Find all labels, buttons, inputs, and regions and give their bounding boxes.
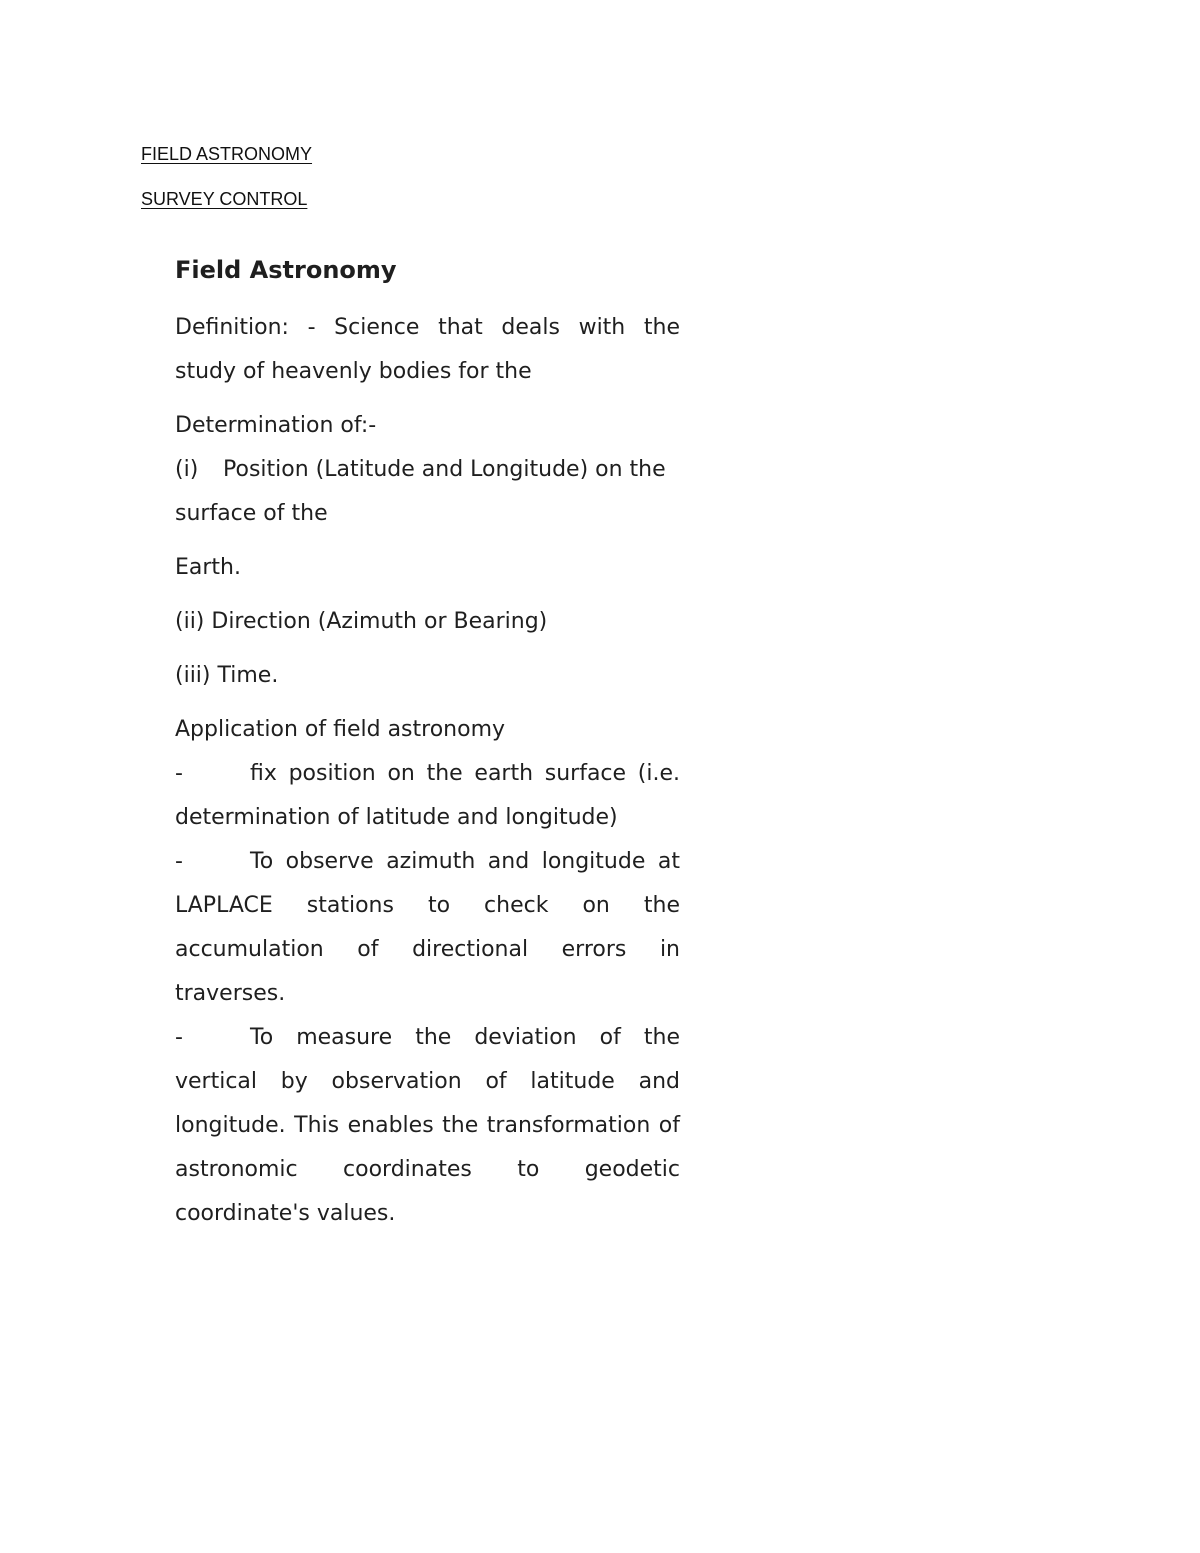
pasted-notes-block [175,252,680,1236]
definition-line-2: study of heavenly bodies for the [175,359,532,384]
determination-intro: Determination of:- [175,413,377,438]
document-heading-field-astronomy: FIELD ASTRONOMY [141,144,313,164]
list-item-number: (i) [175,457,199,482]
application-item-continuation: determination of latitude and longitude) [175,805,618,830]
document-heading-survey-control: SURVEY CONTROL [141,189,308,209]
application-heading: Application of field astronomy [175,717,506,742]
bullet-dash: - [175,761,183,786]
list-item-position [175,448,680,492]
list-item-continuation: surface of the [175,501,328,526]
application-item-continuation: coordinate's values. [175,1201,396,1226]
application-item-continuation: astronomic coordinates to geodetic [175,1157,680,1182]
application-item-text: fix position on the earth surface (i.e. [250,761,680,786]
application-item-2 [175,840,680,884]
list-item-direction: (ii) Direction (Azimuth or Bearing) [175,609,548,634]
list-item-text: Position (Latitude and Longitude) on the [223,457,666,482]
application-item-text: To observe azimuth and longitude at [250,849,680,874]
application-item-text: To measure the deviation of the [250,1025,680,1050]
application-item-continuation: LAPLACE stations to check on the [175,893,680,918]
list-item-time: (iii) Time. [175,663,279,688]
application-item-continuation: accumulation of directional errors in [175,937,680,962]
application-item-continuation: traverses. [175,981,286,1006]
section-title: Field Astronomy [175,256,397,284]
definition-line-1: Definition: - Science that deals with the [175,315,680,340]
application-item-1 [175,752,680,796]
application-item-continuation: vertical by observation of latitude and [175,1069,680,1094]
bullet-dash: - [175,1025,183,1050]
application-item-continuation: longitude. This enables the transformation of [175,1113,680,1138]
application-item-3 [175,1016,680,1060]
list-item-continuation-2: Earth. [175,555,241,580]
bullet-dash: - [175,849,183,874]
